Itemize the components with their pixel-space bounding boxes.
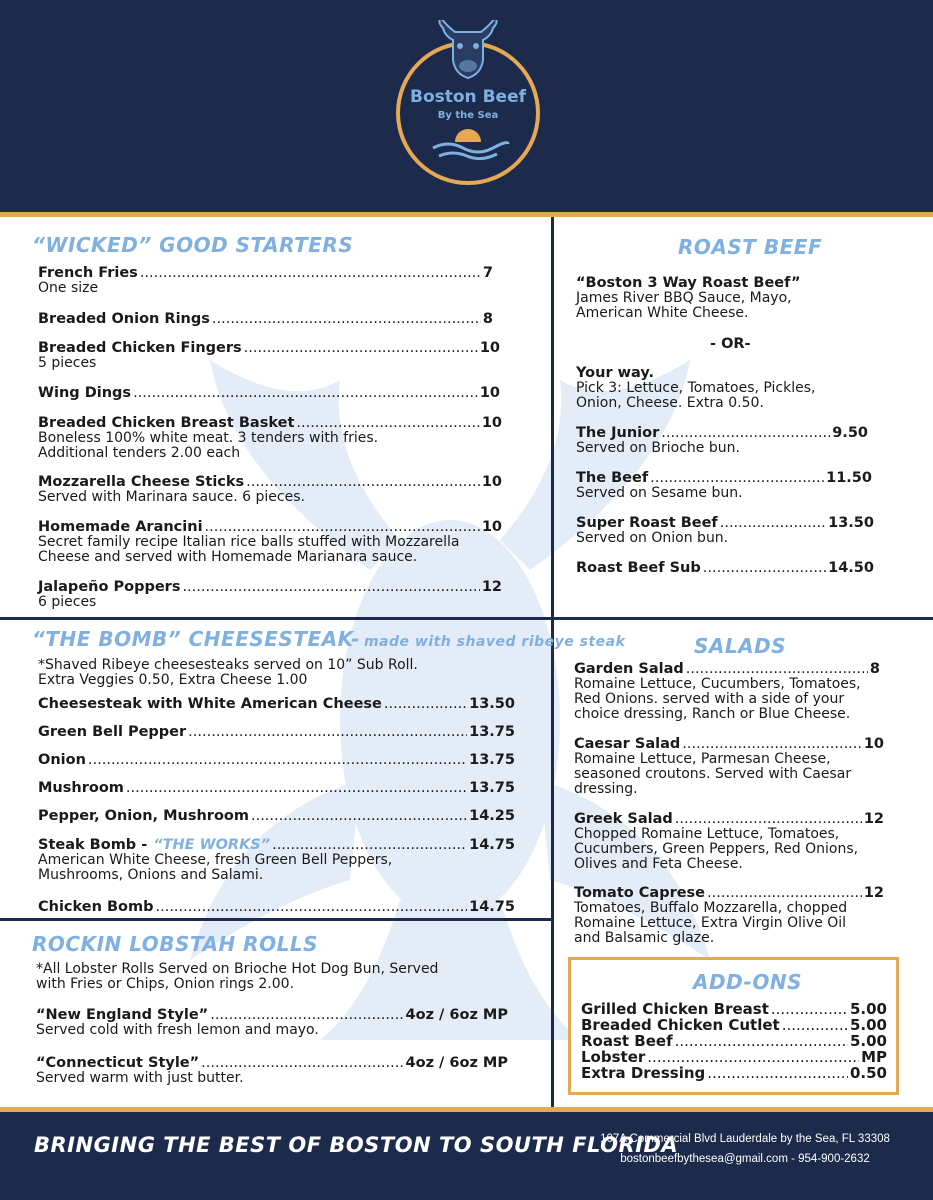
item-desc: 5 pieces — [38, 355, 97, 371]
item-name: French Fries — [38, 265, 138, 281]
item-desc: seasoned croutons. Served with Caesar — [574, 766, 852, 782]
item-price: 12 — [863, 885, 884, 901]
menu-item — [38, 781, 515, 796]
logo — [393, 20, 543, 190]
item-desc: Served on Brioche bun. — [576, 440, 740, 456]
addon-price: 5.00 — [849, 1016, 887, 1034]
item-price: 13.75 — [469, 724, 515, 740]
item-price: 14.50 — [828, 560, 874, 576]
item-desc: Served cold with fresh lemon and mayo. — [36, 1022, 319, 1038]
cheesesteak-title-text: “THE BOMB” CHEESESTEAK- — [32, 627, 360, 651]
item-desc: Served on Onion bun. — [576, 530, 729, 546]
item-price: 14.75 — [469, 837, 515, 853]
menu-item — [38, 753, 515, 768]
lobster-title: ROCKIN LOBSTAH ROLLS — [32, 932, 318, 956]
item-price: 13.50 — [469, 696, 515, 712]
item-desc: Additional tenders 2.00 each — [38, 445, 241, 461]
item-name: Mushroom — [38, 780, 124, 796]
item-desc: choice dressing, Ranch or Blue Cheese. — [574, 706, 851, 722]
section-divider-starters — [0, 617, 551, 620]
item-desc: American White Cheese, fresh Green Bell Peppers, — [38, 852, 393, 868]
item-name: The Beef — [576, 470, 649, 486]
menu-item — [38, 725, 515, 740]
menu-item — [38, 809, 515, 824]
lobster-note — [36, 962, 438, 992]
section-divider-cheesesteak — [0, 918, 551, 921]
item-price: 9.50 — [832, 425, 868, 441]
item-desc: Cheese and served with Homemade Marianara sauce. — [38, 549, 418, 565]
note-line: *All Lobster Rolls Served on Brioche Hot Dog Bun, Served — [36, 961, 439, 977]
menu-item — [38, 341, 500, 371]
menu-item — [36, 1008, 508, 1038]
item-price: 8 — [482, 311, 493, 327]
addon-item — [581, 1001, 887, 1017]
menu-item — [38, 386, 500, 401]
roast-beef-title: ROAST BEEF — [678, 235, 823, 259]
item-price: 12 — [481, 579, 502, 595]
item-price: 10 — [481, 474, 502, 490]
item-name: Roast Beef Sub — [576, 560, 701, 576]
item-name: The Junior — [576, 425, 660, 441]
item-name: Garden Salad — [574, 661, 684, 677]
item-name: Green Bell Pepper — [38, 724, 187, 740]
menu-item — [38, 697, 515, 712]
menu-item — [38, 900, 515, 915]
addon-name: Roast Beef — [581, 1032, 673, 1050]
item-name: Cheesesteak with White American Cheese — [38, 696, 382, 712]
item-desc: Onion, Cheese. Extra 0.50. — [576, 395, 764, 411]
item-name: Your way. — [576, 365, 655, 381]
item-desc: Romaine Lettuce, Cucumbers, Tomatoes, — [574, 676, 861, 692]
item-desc: Served warm with just butter. — [36, 1070, 244, 1086]
column-divider — [551, 217, 554, 1107]
item-desc: dressing. — [574, 781, 638, 797]
the-works-accent: “THE WORKS” — [153, 837, 271, 853]
item-desc: Chopped Romaine Lettuce, Tomatoes, — [574, 826, 840, 842]
addon-name: Lobster — [581, 1048, 646, 1066]
cheesesteak-note — [38, 658, 418, 688]
item-price: 12 — [863, 811, 884, 827]
item-price: 14.25 — [469, 808, 515, 824]
header-stripe — [0, 212, 933, 217]
cheesesteak-title — [32, 627, 625, 651]
addon-name: Extra Dressing — [581, 1064, 706, 1082]
item-name: Greek Salad — [574, 811, 673, 827]
item-price: 13.75 — [469, 752, 515, 768]
item-desc: Romaine Lettuce, Parmesan Cheese, — [574, 751, 831, 767]
item-price: 13.75 — [469, 780, 515, 796]
item-price: 14.75 — [469, 899, 515, 915]
item-name: Breaded Chicken Fingers — [38, 340, 242, 356]
addon-price: 0.50 — [849, 1064, 887, 1082]
item-price: 4oz / 6oz MP — [405, 1007, 508, 1023]
menu-item — [38, 838, 515, 883]
item-price: 10 — [863, 736, 884, 752]
item-price: 10 — [479, 340, 500, 356]
cheesesteak-subtitle: made with shaved ribeye steak — [363, 634, 626, 650]
item-desc: Boneless 100% white meat. 3 tenders with fries. — [38, 430, 379, 446]
footer-contact — [580, 1129, 910, 1169]
addons-box — [568, 957, 899, 1095]
item-desc: Served with Marinara sauce. 6 pieces. — [38, 489, 305, 505]
addon-item — [581, 1065, 887, 1081]
addon-price: 5.00 — [849, 1032, 887, 1050]
logo-line1: Boston Beef — [410, 87, 526, 107]
addon-item — [581, 1033, 887, 1049]
item-desc: 6 pieces — [38, 594, 97, 610]
addon-item — [581, 1017, 887, 1033]
item-name: Mozzarella Cheese Sticks — [38, 474, 245, 490]
menu-item — [576, 516, 874, 546]
item-name: Super Roast Beef — [576, 515, 718, 531]
note-line: *Shaved Ribeye cheesesteaks served on 10” Sub Roll. — [38, 657, 418, 673]
item-name: “New England Style” — [36, 1007, 209, 1023]
item-name: Breaded Chicken Breast Basket — [38, 415, 295, 431]
item-desc: Tomatoes, Buffalo Mozzarella, chopped — [574, 900, 848, 916]
addons-title: ADD-ONS — [693, 970, 802, 994]
menu-item — [38, 520, 502, 565]
item-name: Pepper, Onion, Mushroom — [38, 808, 249, 824]
address-text: 107A Commercial Blvd Lauderdale by the Sea, FL 33308 — [600, 1133, 890, 1145]
item-name: Caesar Salad — [574, 736, 681, 752]
note-line: Extra Veggies 0.50, Extra Cheese 1.00 — [38, 672, 308, 688]
item-name: Homemade Arancini — [38, 519, 203, 535]
item-desc: and Balsamic glaze. — [574, 930, 715, 946]
logo-line2: By the Sea — [437, 110, 499, 121]
menu-item — [576, 471, 872, 501]
menu-item — [574, 737, 884, 797]
item-desc: Secret family recipe Italian rice balls stuffed with Mozzarella — [38, 534, 460, 550]
item-name: Tomato Caprese — [574, 885, 706, 901]
logo-emblem — [393, 20, 543, 190]
menu-item — [576, 561, 874, 576]
section-divider-roastbeef — [554, 617, 933, 620]
addon-name: Breaded Chicken Cutlet — [581, 1016, 780, 1034]
menu-item — [38, 416, 502, 461]
item-desc: American White Cheese. — [576, 305, 749, 321]
addon-price: 5.00 — [849, 1000, 887, 1018]
footer-tagline: BRINGING THE BEST OF BOSTON TO SOUTH FLORIDA — [34, 1133, 679, 1157]
item-price: 10 — [481, 519, 502, 535]
item-name: Jalapeño Poppers — [38, 579, 181, 595]
item-price: 10 — [481, 415, 502, 431]
menu-item — [38, 312, 493, 327]
item-name: Chicken Bomb — [38, 899, 154, 915]
menu-item — [574, 662, 880, 722]
item-name: Wing Dings — [38, 385, 132, 401]
menu-item — [38, 266, 493, 296]
item-name: Onion — [38, 752, 86, 768]
email-phone-text[interactable]: bostonbeefbythesea@gmail.com - 954-900-2632 — [620, 1153, 870, 1165]
menu-item — [574, 812, 884, 872]
addon-name: Grilled Chicken Breast — [581, 1000, 769, 1018]
menu-item — [574, 886, 884, 946]
menu-item — [576, 426, 868, 456]
item-price: 8 — [869, 661, 880, 677]
item-desc: One size — [38, 280, 99, 296]
item-desc: Olives and Feta Cheese. — [574, 856, 743, 872]
item-price: 7 — [482, 265, 493, 281]
item-price: 11.50 — [826, 470, 872, 486]
or-divider: - OR- — [710, 336, 751, 352]
item-price: 10 — [479, 385, 500, 401]
item-desc: James River BBQ Sauce, Mayo, — [576, 290, 792, 306]
item-desc: Pick 3: Lettuce, Tomatoes, Pickles, — [576, 380, 816, 396]
addon-item — [581, 1049, 887, 1065]
item-desc: Cucumbers, Green Peppers, Red Onions, — [574, 841, 859, 857]
menu-item — [38, 475, 502, 505]
item-desc: Served on Sesame bun. — [576, 485, 743, 501]
item-price: 13.50 — [828, 515, 874, 531]
item-name: Breaded Onion Rings — [38, 311, 210, 327]
note-line: with Fries or Chips, Onion rings 2.00. — [36, 976, 295, 992]
item-desc: Romaine Lettuce, Extra Virgin Olive Oil — [574, 915, 847, 931]
menu-item — [576, 366, 896, 411]
menu-item — [576, 276, 896, 321]
item-desc: Mushrooms, Onions and Salami. — [38, 867, 264, 883]
item-name: “Boston 3 Way Roast Beef” — [576, 275, 801, 291]
item-desc: Red Onions. served with a side of your — [574, 691, 845, 707]
menu-item — [38, 580, 502, 610]
addon-price: MP — [861, 1048, 887, 1066]
item-price: 4oz / 6oz MP — [405, 1055, 508, 1071]
item-name: Steak Bomb - — [38, 837, 148, 853]
item-name: “Connecticut Style” — [36, 1055, 200, 1071]
menu-item — [36, 1056, 508, 1086]
starters-title: “WICKED” GOOD STARTERS — [32, 233, 354, 257]
salads-title: SALADS — [694, 634, 787, 658]
